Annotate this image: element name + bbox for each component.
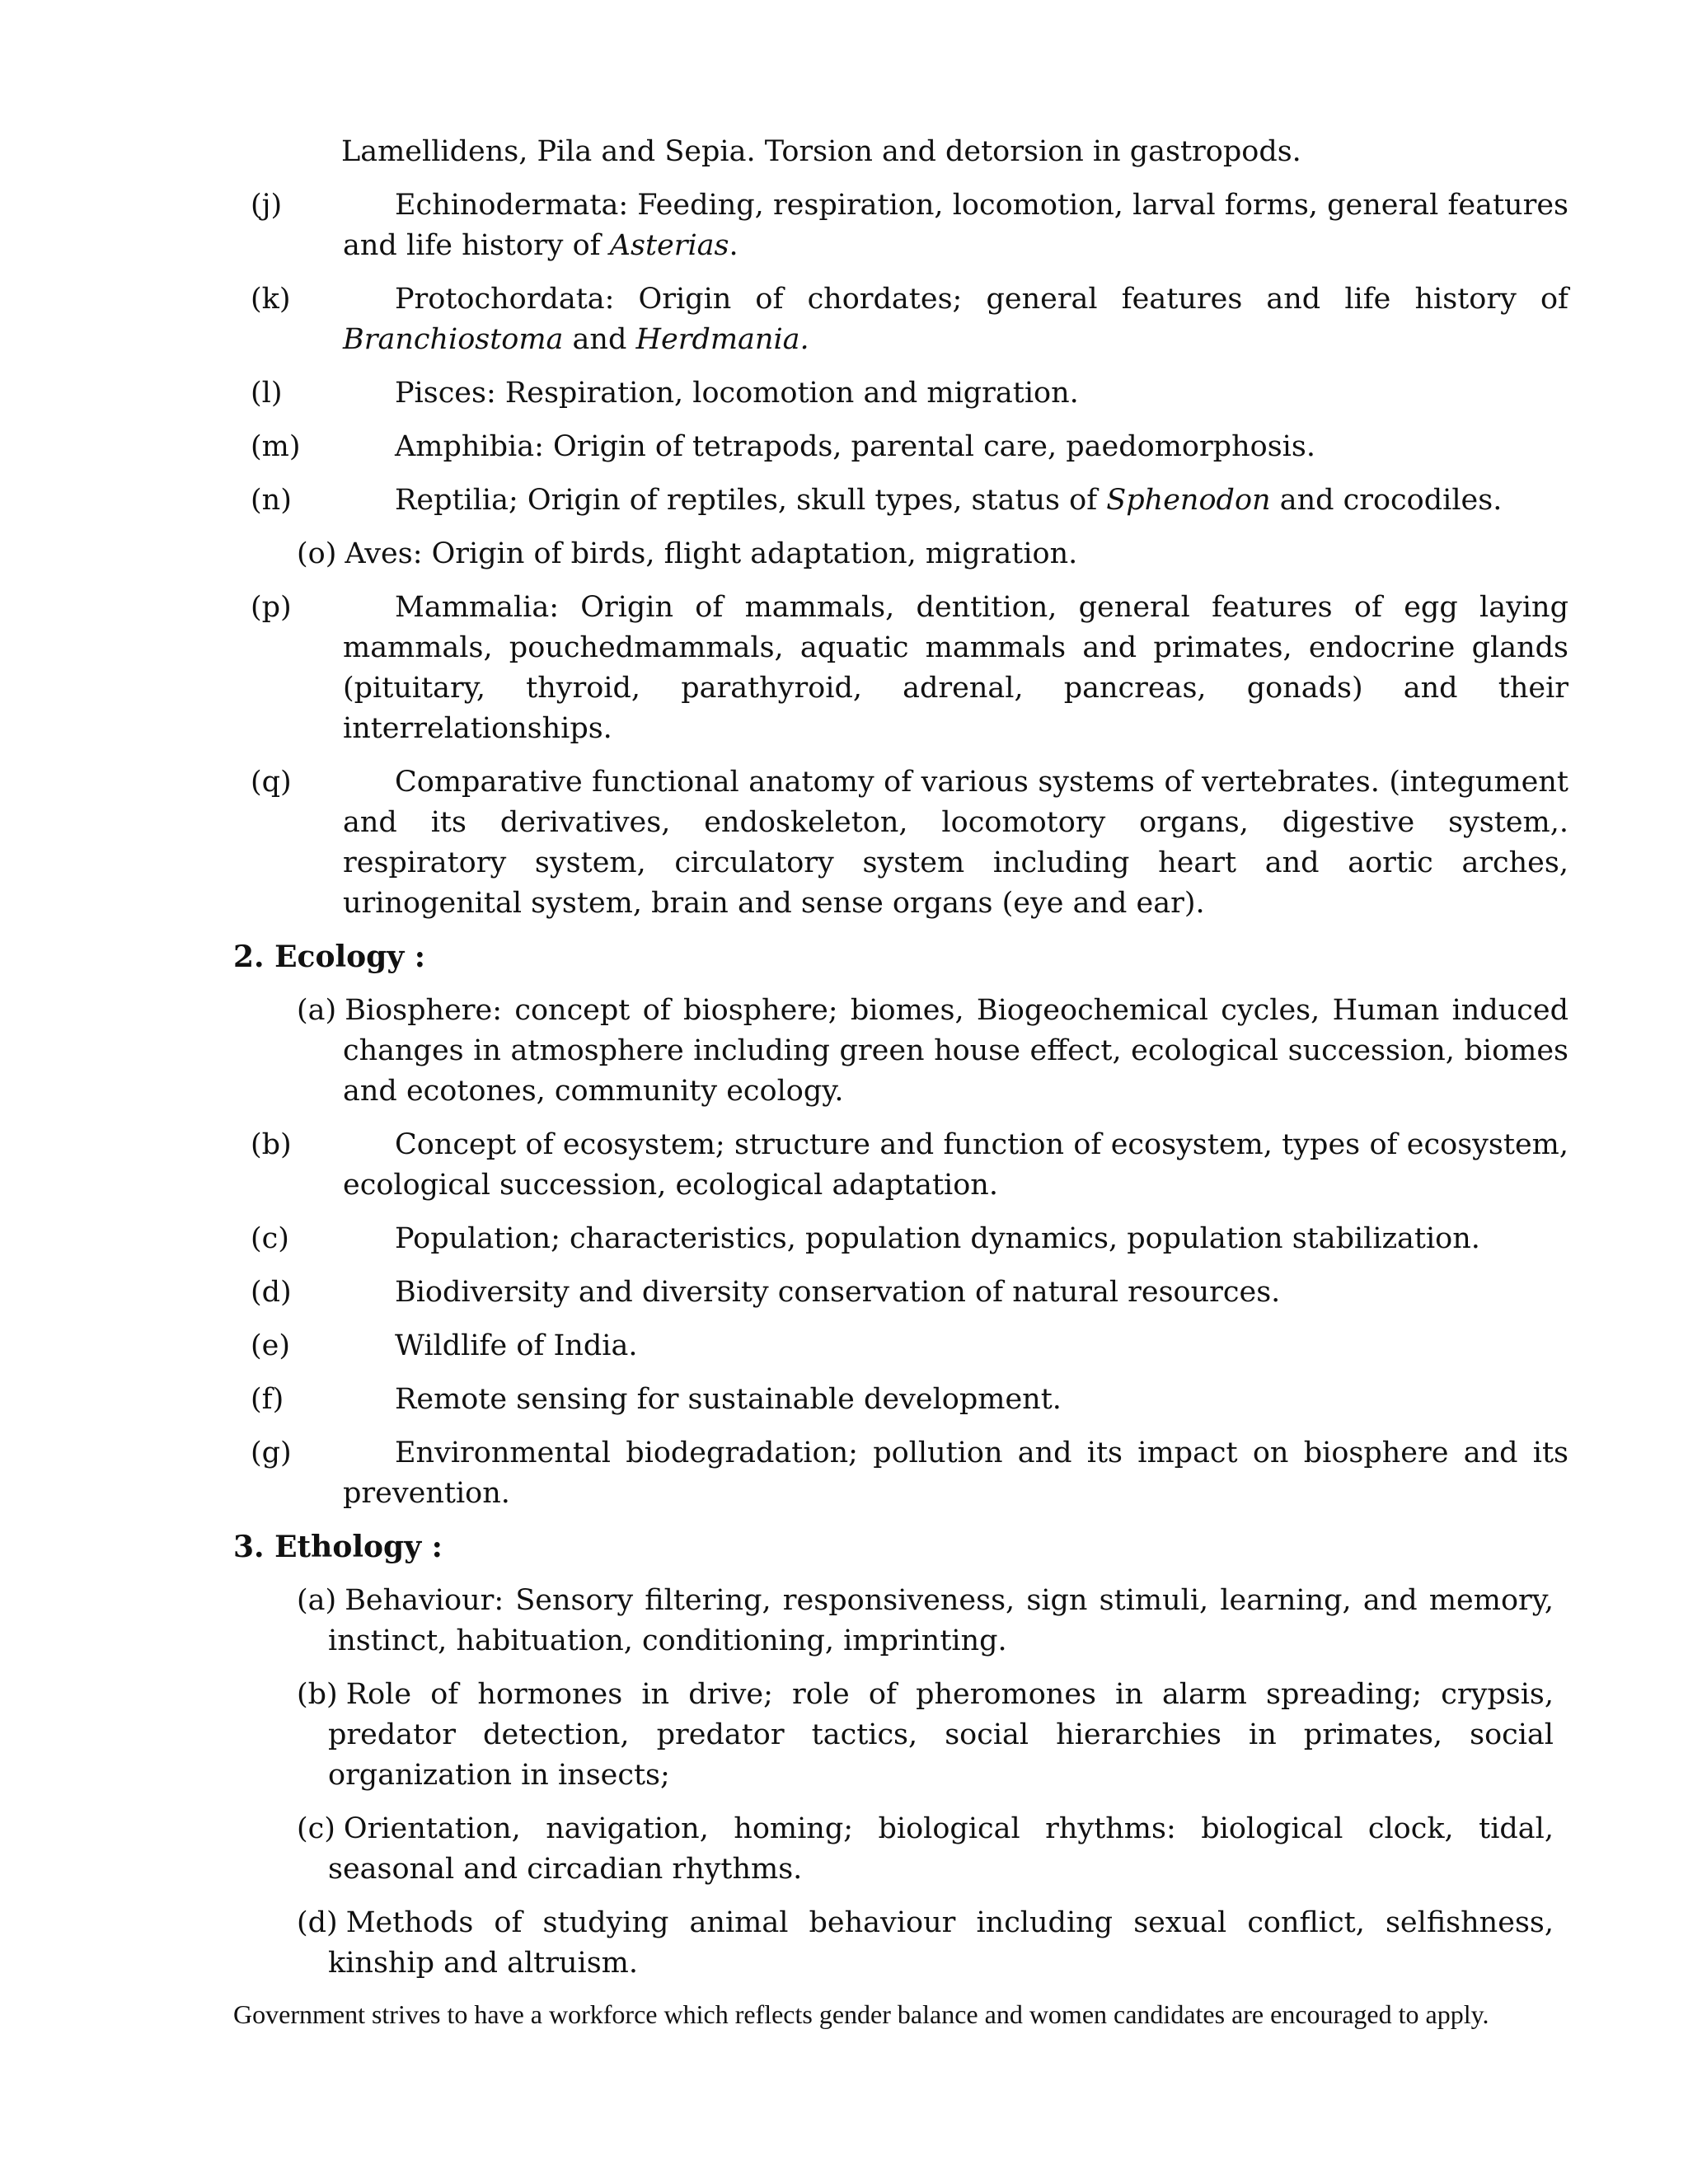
item-text: Role of hormones in drive; role of pheromones in alarm spreading; crypsis, predator detection, predator tactics, social hierarchies in primates, social organization in insects;: [328, 1678, 1554, 1792]
list-item-k: [251, 279, 1568, 360]
item-marker: (k): [251, 283, 291, 316]
item-italic: Sphenodon: [1106, 484, 1271, 517]
list-item-a: [297, 991, 1568, 1112]
item-marker: (a): [297, 994, 337, 1027]
item-text: Mammalia: Origin of mammals, dentition, general features of egg laying mammals, pouchedmammals, aquatic mammals and primates, endocrine glands (pituitary, thyroid, parathyroid, adrenal, pancreas, gonads) and their interrelationships.: [343, 591, 1568, 745]
item-marker: (f): [251, 1383, 284, 1416]
item-text: Concept of ecosystem; structure and function of ecosystem, types of ecosystem, ecological succession, ecological adaptation.: [343, 1128, 1568, 1202]
item-text: Remote sensing for sustainable development.: [395, 1383, 1062, 1416]
item-text: Biosphere: concept of biosphere; biomes, Biogeochemical cycles, Human induced changes in atmosphere including green house effect, ecological succession, biomes and ecotones, community ecology.: [343, 994, 1568, 1108]
item-text: Reptilia; Origin of reptiles, skull types, status of: [395, 484, 1107, 517]
syllabus-content: [0, 132, 1688, 1997]
list-item-b: [251, 1125, 1568, 1206]
item-text: Methods of studying animal behaviour including sexual conflict, selfishness, kinship and altruism.: [328, 1906, 1554, 1980]
item-marker: (c): [297, 1812, 335, 1845]
item-marker: (n): [251, 484, 292, 517]
intro-line: Lamellidens, Pila and Sepia. Torsion and detorsion in gastropods.: [341, 135, 1301, 168]
list-item-d: [251, 1272, 1568, 1313]
list-item-f: [251, 1380, 1568, 1420]
item-marker: (j): [251, 189, 283, 222]
item-text: Aves: Origin of birds, flight adaptation, migration.: [345, 537, 1078, 570]
item-italic: Branchiostoma: [343, 323, 564, 356]
item-text: Wildlife of India.: [395, 1329, 638, 1362]
item-marker: (b): [297, 1678, 338, 1711]
item-marker: (m): [251, 430, 301, 463]
item-marker: (q): [251, 766, 292, 799]
item-text: Comparative functional anatomy of various systems of vertebrates. (integument and its derivatives, endoskeleton, locomotory organs, digestive system,. respiratory system, circulatory system including heart and aortic arches, urinogenital system, brain and sense organs (eye and ear).: [343, 766, 1568, 920]
list-item-c: [297, 1809, 1554, 1890]
section-heading-ethology: 3. Ethology :: [233, 1530, 443, 1564]
page-footer: Government strives to have a workforce which reflects gender balance and women candidates are encouraged to apply.: [233, 1999, 1489, 2029]
item-marker: (p): [251, 591, 292, 624]
list-item-d: [297, 1903, 1554, 1984]
list-item-j: [251, 185, 1568, 266]
item-marker: (e): [251, 1329, 291, 1362]
item-text-end: and crocodiles.: [1270, 484, 1503, 517]
section-heading-ecology: 2. Ecology :: [233, 940, 426, 974]
item-text: Pisces: Respiration, locomotion and migration.: [395, 377, 1079, 410]
item-text-end: .: [729, 229, 738, 262]
list-item-c: [251, 1219, 1568, 1259]
item-text: Behaviour: Sensory filtering, responsiveness, sign stimuli, learning, and memory, instinct, habituation, conditioning, imprinting.: [328, 1584, 1554, 1657]
item-text-mid: and: [563, 323, 636, 356]
item-text: Protochordata: Origin of chordates; general features and life history of: [395, 283, 1568, 316]
list-item-m: [251, 427, 1568, 467]
item-marker: (g): [251, 1436, 292, 1469]
list-item-q: [251, 762, 1568, 924]
item-marker: (c): [251, 1222, 289, 1255]
item-text: Biodiversity and diversity conservation of natural resources.: [395, 1276, 1281, 1309]
list-item-p: [251, 588, 1568, 749]
list-item-a: [297, 1581, 1554, 1661]
list-item-g: [251, 1433, 1568, 1514]
item-marker: (o): [297, 537, 337, 570]
item-italic: Asterias: [609, 229, 729, 262]
list-item-o: [297, 534, 1568, 574]
item-marker: (a): [297, 1584, 337, 1617]
item-marker: (l): [251, 377, 283, 410]
list-item-e: [251, 1326, 1568, 1366]
item-marker: (b): [251, 1128, 292, 1161]
item-marker: (d): [251, 1276, 292, 1309]
item-text: Orientation, navigation, homing; biological rhythms: biological clock, tidal, seasonal and circadian rhythms.: [328, 1812, 1554, 1886]
item-text: Echinodermata: Feeding, respiration, locomotion, larval forms, general features and life history of: [343, 189, 1568, 262]
list-item-b: [297, 1675, 1554, 1796]
item-italic-2: Herdmania.: [635, 323, 809, 356]
item-text: Population; characteristics, population dynamics, population stabilization.: [395, 1222, 1480, 1255]
item-text: Amphibia: Origin of tetrapods, parental care, paedomorphosis.: [395, 430, 1315, 463]
list-item-n: [251, 480, 1568, 521]
item-marker: (d): [297, 1906, 338, 1939]
list-item-l: [251, 373, 1568, 414]
item-text: Environmental biodegradation; pollution and its impact on biosphere and its prevention.: [343, 1436, 1568, 1510]
